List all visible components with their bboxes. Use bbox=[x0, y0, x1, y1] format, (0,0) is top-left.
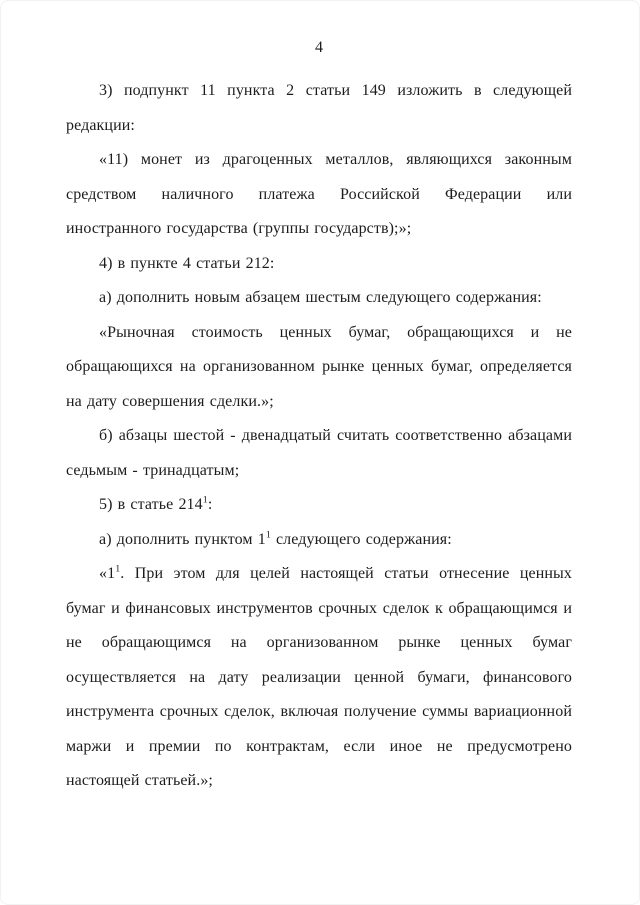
document-body bbox=[66, 74, 572, 799]
paragraph-text: : bbox=[207, 496, 213, 513]
page-number: 4 bbox=[315, 39, 323, 56]
paragraph-text: 4) в пункте 4 статьи 212: bbox=[99, 254, 275, 272]
paragraph-text: б) абзацы шестой - двенадцатый считать соответственно абзацами седьмым - тринадцатым; bbox=[66, 427, 572, 479]
superscript: 1 bbox=[202, 494, 208, 506]
superscript: 1 bbox=[265, 529, 271, 541]
paragraph bbox=[66, 523, 572, 558]
paragraph bbox=[66, 281, 572, 316]
paragraph-text: 5) в статье 214 bbox=[99, 496, 203, 513]
paragraph-text: а) дополнить новым абзацем шестым следующего содержания: bbox=[99, 289, 542, 306]
paragraph bbox=[66, 143, 572, 247]
paragraph-text: следующего содержания: bbox=[270, 530, 452, 548]
paragraph bbox=[66, 316, 572, 420]
paragraph-text: «1 bbox=[99, 565, 116, 582]
paragraph-text: . При этом для целей настоящей статьи отнесение ценных бумаг и финансовых инструментов срочных сделок к обращающимся и не обращающимся на организованном рынке ценных бумаг осуществляется на дату реализации ценной бумаги, финансового инструмента срочных сделок, включая получение суммы вариационной маржи и премии по контрактам, если иное не предусмотрено настоящей статьей.»; bbox=[66, 565, 572, 789]
paragraph bbox=[66, 247, 572, 282]
paragraph bbox=[66, 419, 572, 488]
paragraph-text: а) дополнить пунктом 1 bbox=[99, 530, 266, 548]
superscript: 1 bbox=[115, 563, 121, 575]
paragraph-text: «Рыночная стоимость ценных бумаг, обращающихся и не обращающихся на организованном рынке ценных бумаг, определяется на дату совершения сделки.»; bbox=[66, 323, 572, 410]
paragraph bbox=[66, 74, 572, 143]
paragraph bbox=[66, 557, 572, 799]
paragraph-text: «11) монет из драгоценных металлов, являющихся законным средством наличного платежа Российской Федерации или иностранного государства (группы государств);»; bbox=[66, 151, 572, 237]
paragraph-text: 3) подпункт 11 пункта 2 статьи 149 изложить в следующей редакции: bbox=[66, 82, 572, 134]
paragraph bbox=[66, 488, 572, 523]
